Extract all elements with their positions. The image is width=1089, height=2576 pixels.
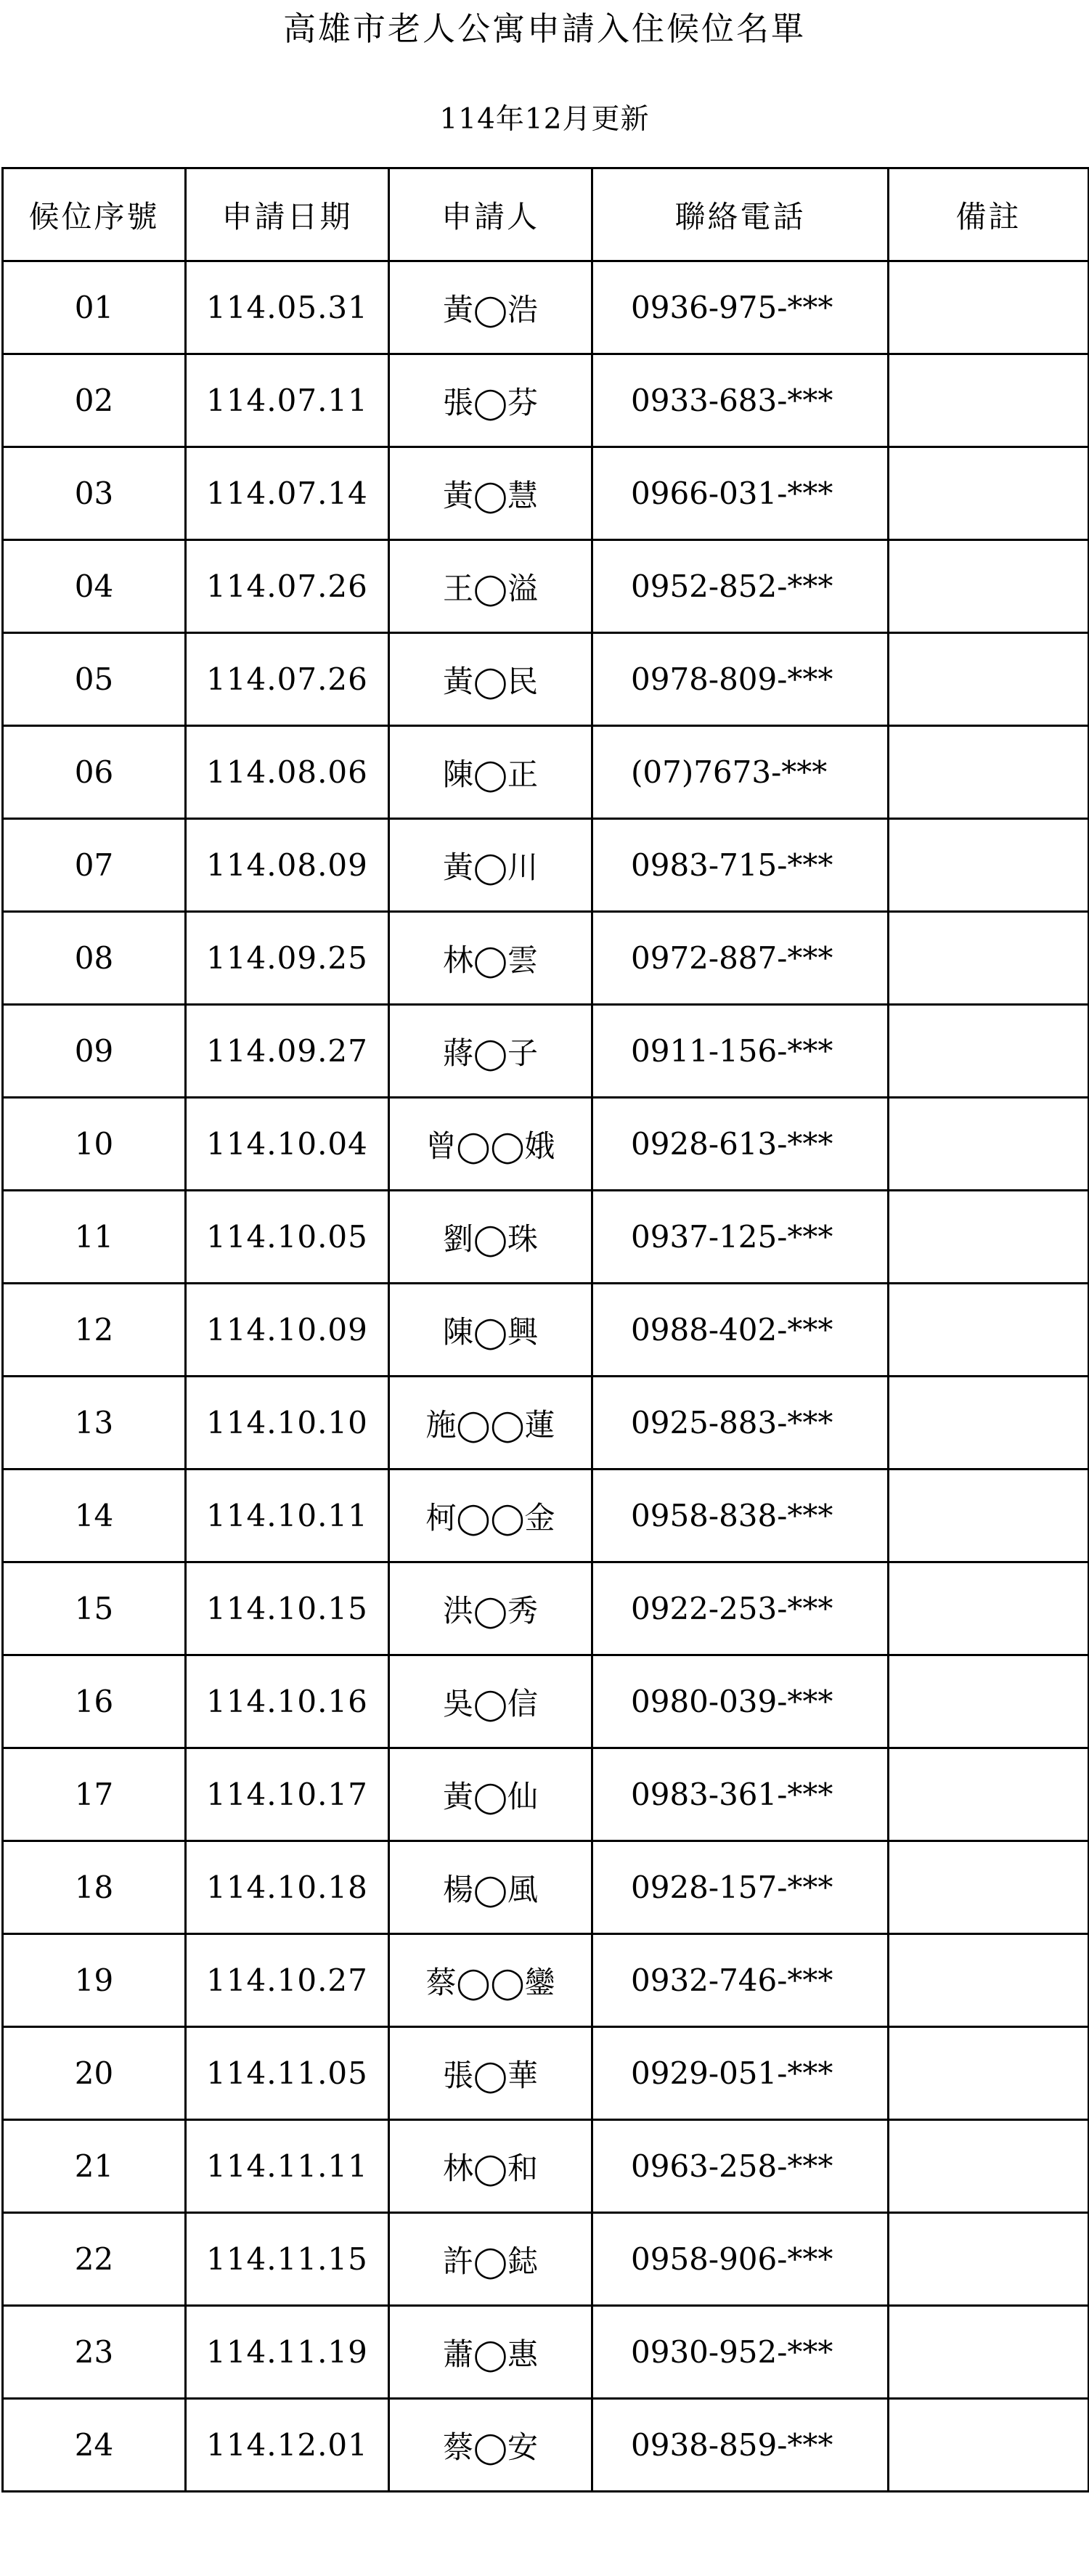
header-queue-number: 候位序號: [3, 168, 186, 261]
table-body: [3, 261, 1089, 2492]
applicant-cell: 黃◯民: [389, 633, 592, 726]
table-row: [3, 1748, 1089, 1841]
phone-cell: 0966-031-***: [592, 447, 889, 540]
phone-cell: 0963-258-***: [592, 2120, 889, 2213]
applicant-cell: 劉◯珠: [389, 1191, 592, 1284]
application-date-cell: 114.07.14: [186, 447, 389, 540]
remarks-cell: [889, 633, 1089, 726]
application-date-cell: 114.10.09: [186, 1284, 389, 1377]
table-row: [3, 2213, 1089, 2306]
application-date-cell: 114.07.26: [186, 633, 389, 726]
remarks-cell: [889, 540, 1089, 633]
phone-cell: 0983-715-***: [592, 819, 889, 912]
table-row: [3, 726, 1089, 819]
applicant-cell: 施◯◯蓮: [389, 1377, 592, 1470]
phone-cell: 0911-156-***: [592, 1005, 889, 1098]
queue-number-cell: 16: [3, 1655, 186, 1748]
phone-cell: 0936-975-***: [592, 261, 889, 354]
applicant-cell: 吳◯信: [389, 1655, 592, 1748]
queue-number-cell: 11: [3, 1191, 186, 1284]
remarks-cell: [889, 447, 1089, 540]
application-date-cell: 114.07.11: [186, 354, 389, 447]
queue-number-cell: 15: [3, 1562, 186, 1655]
phone-cell: 0958-906-***: [592, 2213, 889, 2306]
phone-cell: 0958-838-***: [592, 1470, 889, 1562]
applicant-cell: 黃◯仙: [389, 1748, 592, 1841]
table-row: [3, 447, 1089, 540]
table-row: [3, 261, 1089, 354]
remarks-cell: [889, 819, 1089, 912]
remarks-cell: [889, 2120, 1089, 2213]
remarks-cell: [889, 2027, 1089, 2120]
remarks-cell: [889, 1377, 1089, 1470]
header-application-date: 申請日期: [186, 168, 389, 261]
remarks-cell: [889, 1934, 1089, 2027]
applicant-cell: 黃◯慧: [389, 447, 592, 540]
remarks-cell: [889, 1284, 1089, 1377]
queue-number-cell: 20: [3, 2027, 186, 2120]
application-date-cell: 114.11.19: [186, 2306, 389, 2399]
application-date-cell: 114.07.26: [186, 540, 389, 633]
table-row: [3, 1934, 1089, 2027]
queue-number-cell: 23: [3, 2306, 186, 2399]
table-row: [3, 540, 1089, 633]
table-row: [3, 2306, 1089, 2399]
application-date-cell: 114.08.09: [186, 819, 389, 912]
applicant-cell: 蕭◯惠: [389, 2306, 592, 2399]
remarks-cell: [889, 2399, 1089, 2492]
phone-cell: 0980-039-***: [592, 1655, 889, 1748]
application-date-cell: 114.11.05: [186, 2027, 389, 2120]
application-date-cell: 114.11.15: [186, 2213, 389, 2306]
application-date-cell: 114.05.31: [186, 261, 389, 354]
queue-number-cell: 18: [3, 1841, 186, 1934]
queue-number-cell: 21: [3, 2120, 186, 2213]
remarks-cell: [889, 354, 1089, 447]
remarks-cell: [889, 1562, 1089, 1655]
application-date-cell: 114.12.01: [186, 2399, 389, 2492]
application-date-cell: 114.10.18: [186, 1841, 389, 1934]
application-date-cell: 114.10.16: [186, 1655, 389, 1748]
phone-cell: 0928-157-***: [592, 1841, 889, 1934]
table-row: [3, 354, 1089, 447]
remarks-cell: [889, 912, 1089, 1005]
remarks-cell: [889, 1191, 1089, 1284]
remarks-cell: [889, 1655, 1089, 1748]
phone-cell: 0928-613-***: [592, 1098, 889, 1191]
application-date-cell: 114.09.27: [186, 1005, 389, 1098]
queue-number-cell: 09: [3, 1005, 186, 1098]
applicant-cell: 楊◯風: [389, 1841, 592, 1934]
queue-number-cell: 22: [3, 2213, 186, 2306]
queue-number-cell: 17: [3, 1748, 186, 1841]
remarks-cell: [889, 726, 1089, 819]
table-row: [3, 912, 1089, 1005]
queue-number-cell: 06: [3, 726, 186, 819]
application-date-cell: 114.10.05: [186, 1191, 389, 1284]
application-date-cell: 114.10.10: [186, 1377, 389, 1470]
queue-number-cell: 05: [3, 633, 186, 726]
phone-cell: 0929-051-***: [592, 2027, 889, 2120]
queue-number-cell: 02: [3, 354, 186, 447]
remarks-cell: [889, 1748, 1089, 1841]
table-row: [3, 1191, 1089, 1284]
queue-number-cell: 07: [3, 819, 186, 912]
phone-cell: 0932-746-***: [592, 1934, 889, 2027]
remarks-cell: [889, 1005, 1089, 1098]
queue-number-cell: 12: [3, 1284, 186, 1377]
applicant-cell: 柯◯◯金: [389, 1470, 592, 1562]
header-remarks: 備註: [889, 168, 1089, 261]
table-row: [3, 633, 1089, 726]
phone-cell: 0978-809-***: [592, 633, 889, 726]
phone-cell: 0922-253-***: [592, 1562, 889, 1655]
table-row: [3, 2399, 1089, 2492]
applicant-cell: 陳◯興: [389, 1284, 592, 1377]
remarks-cell: [889, 1470, 1089, 1562]
queue-number-cell: 13: [3, 1377, 186, 1470]
table-row: [3, 1562, 1089, 1655]
waitlist-table: [1, 167, 1089, 2493]
queue-number-cell: 10: [3, 1098, 186, 1191]
application-date-cell: 114.08.06: [186, 726, 389, 819]
phone-cell: 0988-402-***: [592, 1284, 889, 1377]
applicant-cell: 王◯溢: [389, 540, 592, 633]
queue-number-cell: 04: [3, 540, 186, 633]
phone-cell: 0972-887-***: [592, 912, 889, 1005]
phone-cell: 0983-361-***: [592, 1748, 889, 1841]
table-row: [3, 1005, 1089, 1098]
document-title: 高雄市老人公寓申請入住候位名單: [282, 9, 806, 48]
table-header-row: [3, 168, 1089, 261]
phone-cell: 0952-852-***: [592, 540, 889, 633]
application-date-cell: 114.09.25: [186, 912, 389, 1005]
applicant-cell: 曾◯◯娥: [389, 1098, 592, 1191]
applicant-cell: 張◯華: [389, 2027, 592, 2120]
applicant-cell: 林◯和: [389, 2120, 592, 2213]
header-phone: 聯絡電話: [592, 168, 889, 261]
table-row: [3, 819, 1089, 912]
table-row: [3, 1098, 1089, 1191]
application-date-cell: 114.10.04: [186, 1098, 389, 1191]
applicant-cell: 陳◯正: [389, 726, 592, 819]
application-date-cell: 114.10.11: [186, 1470, 389, 1562]
applicant-cell: 許◯鋕: [389, 2213, 592, 2306]
table-row: [3, 1284, 1089, 1377]
queue-number-cell: 01: [3, 261, 186, 354]
application-date-cell: 114.10.27: [186, 1934, 389, 2027]
queue-number-cell: 08: [3, 912, 186, 1005]
application-date-cell: 114.11.11: [186, 2120, 389, 2213]
application-date-cell: 114.10.15: [186, 1562, 389, 1655]
applicant-cell: 蔡◯◯鑾: [389, 1934, 592, 2027]
queue-number-cell: 19: [3, 1934, 186, 2027]
applicant-cell: 蔡◯安: [389, 2399, 592, 2492]
remarks-cell: [889, 2306, 1089, 2399]
table-row: [3, 1470, 1089, 1562]
table-row: [3, 1655, 1089, 1748]
remarks-cell: [889, 261, 1089, 354]
applicant-cell: 蔣◯子: [389, 1005, 592, 1098]
queue-number-cell: 14: [3, 1470, 186, 1562]
phone-cell: (07)7673-***: [592, 726, 889, 819]
phone-cell: 0937-125-***: [592, 1191, 889, 1284]
remarks-cell: [889, 1098, 1089, 1191]
table-row: [3, 1377, 1089, 1470]
applicant-cell: 黃◯川: [389, 819, 592, 912]
update-date-subtitle: 114年12月更新: [439, 103, 650, 136]
queue-number-cell: 24: [3, 2399, 186, 2492]
phone-cell: 0938-859-***: [592, 2399, 889, 2492]
applicant-cell: 洪◯秀: [389, 1562, 592, 1655]
table-row: [3, 1841, 1089, 1934]
phone-cell: 0930-952-***: [592, 2306, 889, 2399]
phone-cell: 0925-883-***: [592, 1377, 889, 1470]
remarks-cell: [889, 2213, 1089, 2306]
queue-number-cell: 03: [3, 447, 186, 540]
applicant-cell: 林◯雲: [389, 912, 592, 1005]
remarks-cell: [889, 1841, 1089, 1934]
applicant-cell: 黃◯浩: [389, 261, 592, 354]
header-applicant: 申請人: [389, 168, 592, 261]
table-row: [3, 2120, 1089, 2213]
applicant-cell: 張◯芬: [389, 354, 592, 447]
application-date-cell: 114.10.17: [186, 1748, 389, 1841]
phone-cell: 0933-683-***: [592, 354, 889, 447]
table-row: [3, 2027, 1089, 2120]
